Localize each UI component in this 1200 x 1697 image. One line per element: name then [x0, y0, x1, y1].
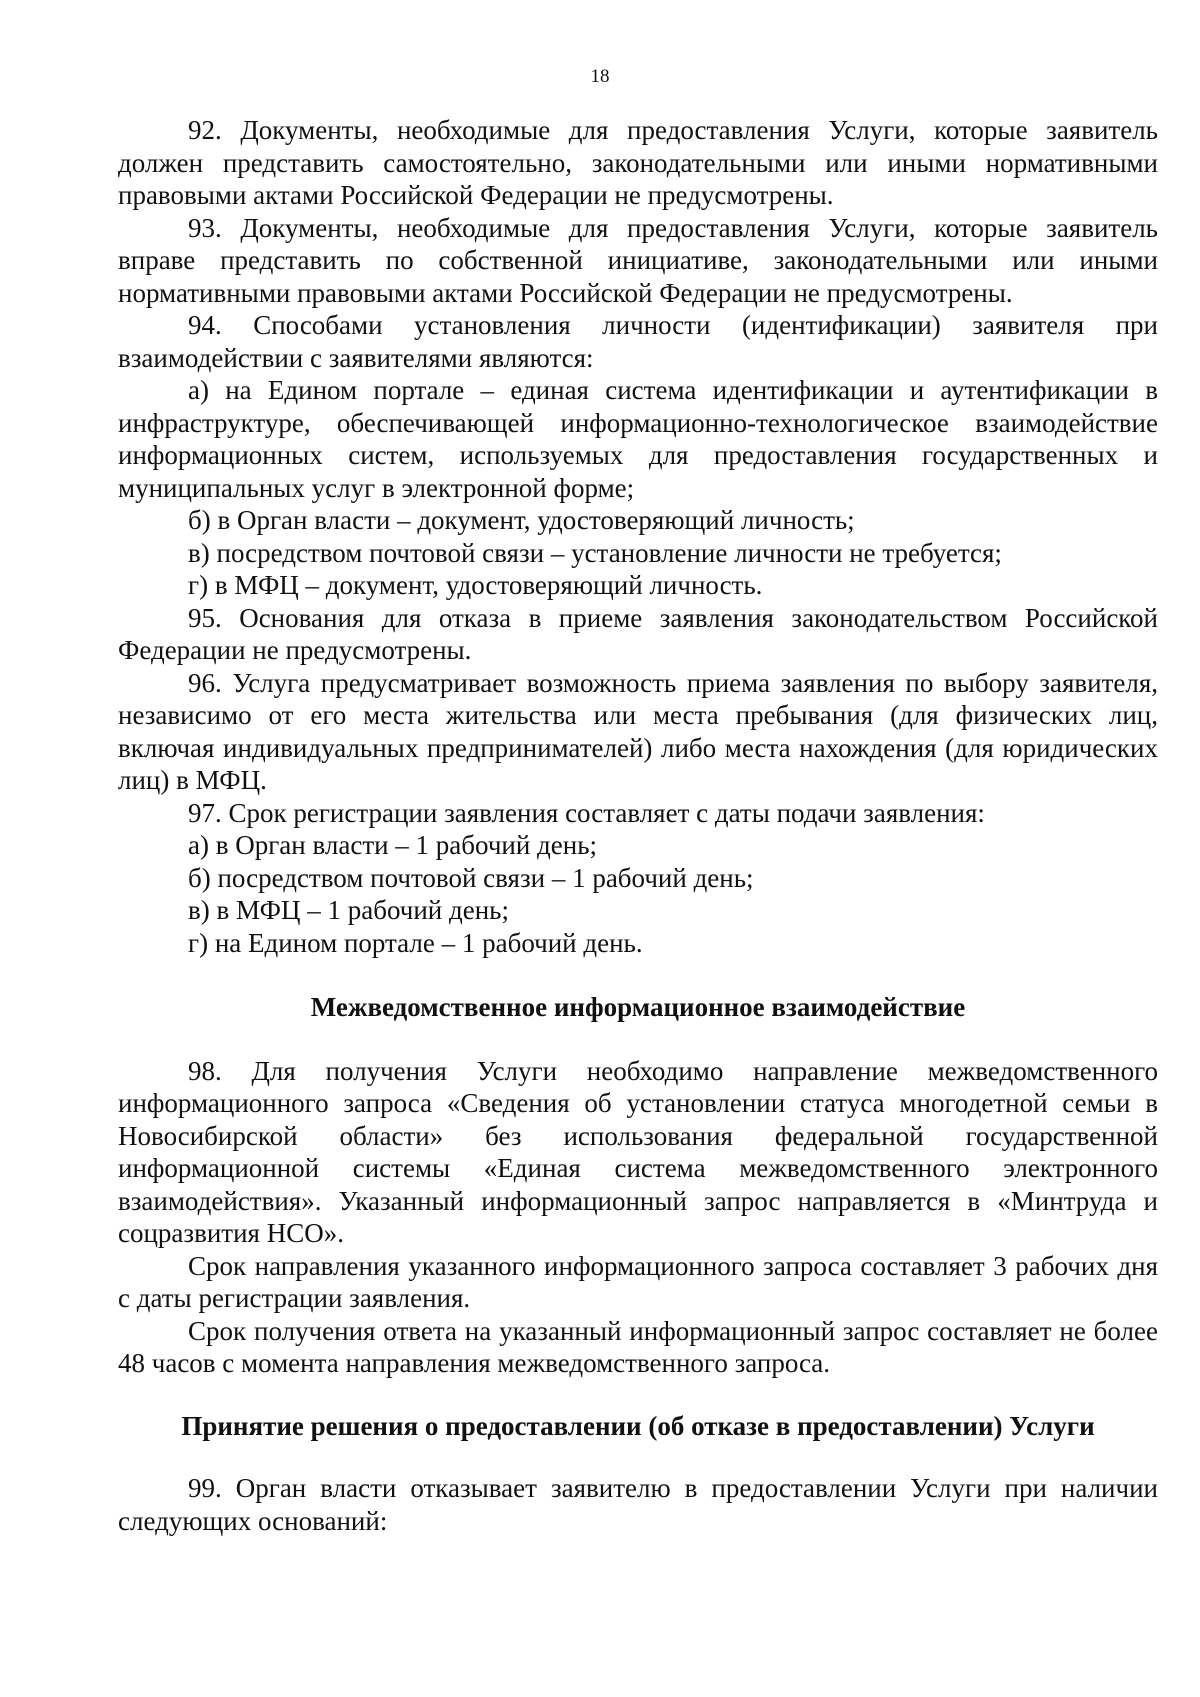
- paragraph-94: 94. Способами установления личности (идентификации) заявителя при взаимодействии с заявителями являются:: [118, 310, 1158, 373]
- paragraphs-bottom: [118, 1472, 1158, 1537]
- paragraph-97-item-b: б) посредством почтовой связи – 1 рабочий день;: [188, 862, 754, 893]
- paragraph-94-item-v: в) посредством почтовой связи – установление личности не требуется;: [188, 537, 1002, 568]
- document-body: [118, 114, 1158, 1537]
- paragraph-96: 96. Услуга предусматривает возможность приема заявления по выбору заявителя, независимо от его места жительства или места пребывания (для физических лиц, включая индивидуальных предпринимателей) либо места нахождения (для юридических лиц) в МФЦ.: [118, 667, 1158, 795]
- paragraph-93: 93. Документы, необходимые для предоставления Услуги, которые заявитель вправе представить по собственной инициативе, законодательными или иными нормативными правовыми актами Российской Федерации не предусмотрены.: [118, 212, 1158, 308]
- paragraph-request-deadline: Срок направления указанного информационного запроса составляет 3 рабочих дня с даты регистрации заявления.: [118, 1250, 1158, 1313]
- paragraph-97-item-a: а) в Орган власти – 1 рабочий день;: [188, 830, 598, 860]
- paragraph-97-item-g: г) на Едином портале – 1 рабочий день.: [188, 927, 643, 958]
- paragraph-98: 98. Для получения Услуги необходимо направление межведомственного информационного запроса «Сведения об установлении статуса многодетной семьи в Новосибирской области» без использования федеральной государственной информационной системы «Единая система межведомственного электронного взаимодействия». Указанный информационный запрос направляется в «Минтруда и соцразвития НСО».: [118, 1055, 1158, 1248]
- section-heading-interagency: Межведомственное информационное взаимодействие: [310, 992, 966, 1022]
- section-heading-decision: Принятие решения о предоставлении (об отказе в предоставлении) Услуги: [181, 1410, 1095, 1441]
- paragraph-94-item-b: б) в Орган власти – документ, удостоверяющий личность;: [188, 505, 855, 535]
- paragraph-94-item-a: а) на Едином портале – единая система идентификации и аутентификации в инфраструктуре, обеспечивающей информационно-технологическое взаимодействие информационных систем, используемых для предоставления государственных и муниципальных услуг в электронной форме;: [118, 375, 1158, 503]
- paragraphs-middle: [118, 1055, 1158, 1380]
- paragraph-99: 99. Орган власти отказывает заявителю в предоставлении Услуги при наличии следующих оснований:: [118, 1473, 1158, 1536]
- paragraph-95: 95. Основания для отказа в приеме заявления законодательством Российской Федерации не предусмотрены.: [118, 602, 1158, 665]
- paragraph-97-item-v: в) в МФЦ – 1 рабочий день;: [188, 895, 509, 925]
- paragraph-response-deadline: Срок получения ответа на указанный информационный запрос составляет не более 48 часов с момента направления межведомственного запроса.: [118, 1315, 1158, 1378]
- paragraphs-top: [118, 114, 1158, 959]
- paragraph-97: 97. Срок регистрации заявления составляет с даты подачи заявления:: [188, 797, 985, 828]
- paragraph-94-item-g: г) в МФЦ – документ, удостоверяющий личность.: [188, 570, 763, 600]
- paragraph-92: 92. Документы, необходимые для предоставления Услуги, которые заявитель должен представить самостоятельно, законодательными или иными нормативными правовыми актами Российской Федерации не предусмотрены.: [118, 115, 1158, 210]
- page-number: 18: [590, 66, 610, 87]
